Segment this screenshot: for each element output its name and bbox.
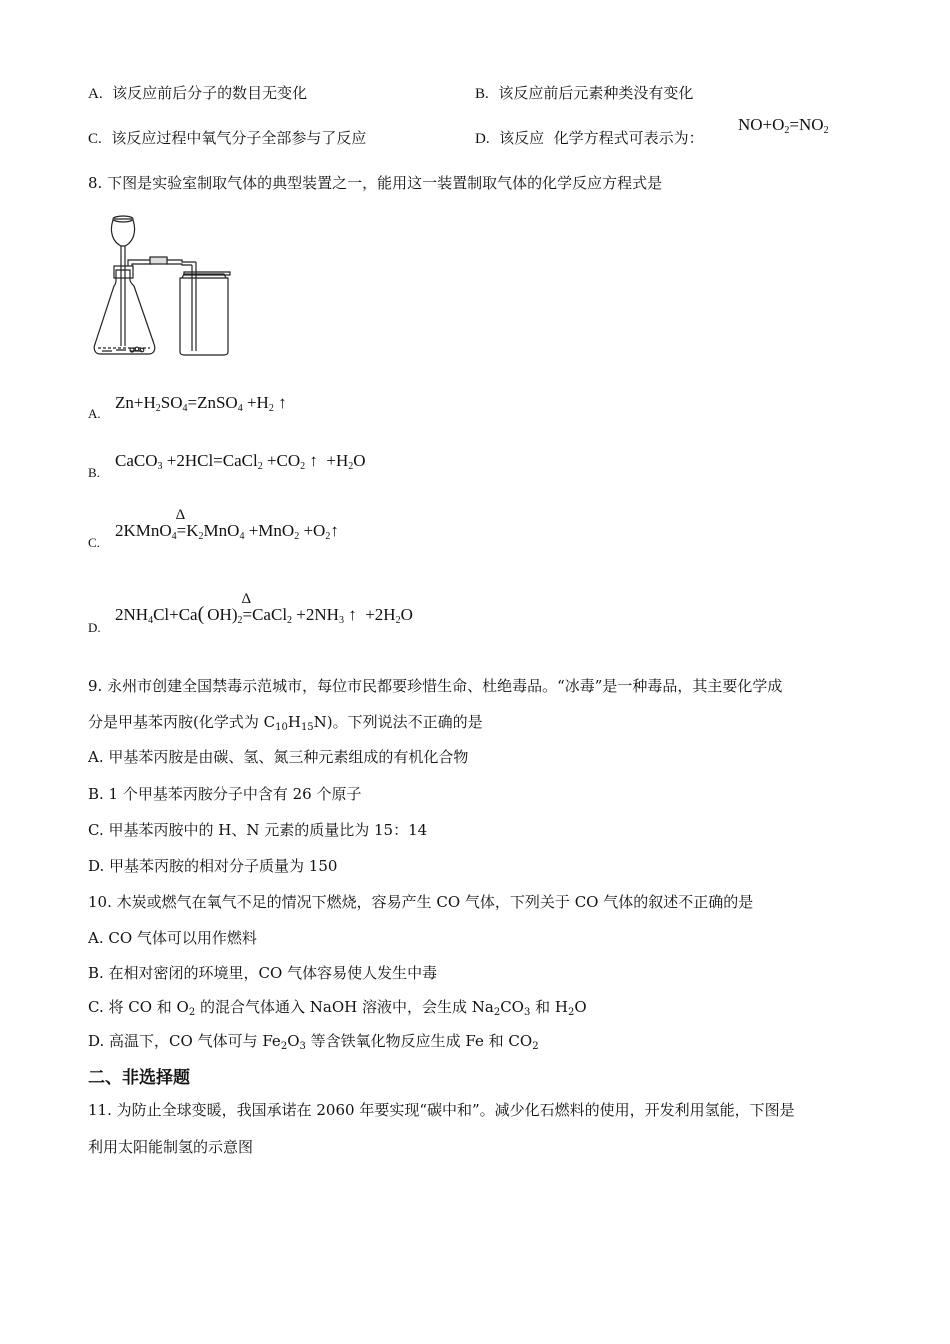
q8-stem: 8. 下图是实验室制取气体的典型装置之一，能用这一装置制取气体的化学反应方程式是	[88, 174, 663, 192]
q7-option-d-label: D.	[475, 131, 490, 147]
q9-option-c: C. 甲基苯丙胺中的 H、N 元素的质量比为 15：14	[88, 821, 428, 839]
q7-option-b-label: B.	[475, 86, 489, 102]
q9-stem-line2: 分是甲基苯丙胺(化学式为 $C_{10}H_{15}N$)。下列说法不正确的是	[88, 713, 483, 733]
q8-option-c-label: C.	[88, 535, 100, 550]
q7-option-d-equation: $NO+O_2=NO_2$	[738, 115, 829, 136]
q8-option-d-equation: $2NH_4Cl+Ca$( $OH)_2=$ Δ CaCl$_2$ $+2NH_3$ ↑ $+2H_2O$	[115, 591, 413, 626]
q8-option-c-equation: 2KMnO$_4$= Δ $K_2MnO_4 +MnO_2$ $+O_2↑$	[115, 507, 339, 542]
heat-equals-sign: = Δ	[175, 507, 187, 540]
q9-option-a: A. 甲基苯丙胺是由碳、氢、氮三种元素组成的有机化合物	[88, 748, 469, 766]
q8-option-b-label: B.	[88, 465, 100, 480]
q7-option-c-text: 该反应过程中氧气分子全部参与了反应	[111, 129, 367, 147]
q7-option-a-label: A.	[88, 86, 103, 102]
q10-stem: 10. 木炭或燃气在氧气不足的情况下燃烧，容易产生 CO 气体，下列关于 CO 气体的叙述不正确的是	[88, 893, 754, 911]
q7-option-c-label: C.	[88, 131, 102, 147]
q8-option-d-label: D.	[88, 620, 101, 635]
q7-option-a-text: 该反应前后分子的数目无变化	[112, 84, 308, 102]
q11-line2: 利用太阳能制氢的示意图	[88, 1138, 254, 1156]
q11-line1: 11. 为防止全球变暖，我国承诺在 2060 年要实现“碳中和”。减少化石燃料的使用，开发利用氢能，下图是	[88, 1101, 795, 1119]
q10-option-a: A. CO 气体可以用作燃料	[88, 929, 257, 947]
gas-apparatus-figure	[92, 208, 234, 360]
q9-stem-line1: 9. 永州市创建全国禁毒示范城市，每位市民都要珍惜生命、杜绝毒品。“冰毒”是一种毒品，其主要化学成	[88, 677, 783, 695]
q7-option-c	[88, 127, 366, 148]
q7-option-d	[475, 127, 704, 148]
q10-option-b: B. 在相对密闭的环境里，CO 气体容易使人发生中毒	[88, 964, 438, 982]
q8-option-a-label: A.	[88, 406, 101, 421]
heat-equals-sign: = Δ	[241, 591, 253, 624]
q10-option-c: C. 将 CO 和 $O_2$ 的混合气体通入 NaOH 溶液中，会生成 $Na_2CO_3$ 和 $H_2O$	[88, 998, 587, 1018]
q8-option-a-equation: $Zn+H_2SO_4=ZnSO_4 +H_2$ ↑	[115, 393, 287, 414]
q7-option-a	[88, 82, 307, 103]
q7-option-b-text: 该反应前后元素种类没有变化	[498, 84, 694, 102]
q9-option-d: D. 甲基苯丙胺的相对分子质量为 150	[88, 857, 338, 875]
q8-option-b-equation: CaCO$_3$ +2HCl=CaCl$_2$ $+CO_2$ ↑ $+H_2O$	[115, 451, 366, 472]
q7-option-b	[475, 82, 693, 103]
q9-option-b: B. 1 个甲基苯丙胺分子中含有 26 个原子	[88, 785, 362, 803]
section-heading: 二、非选择题	[88, 1068, 190, 1088]
q7-option-d-text: 该反应 化学方程式可表示为：	[499, 129, 704, 147]
q10-option-d: D. 高温下，CO 气体可与 $Fe_2O_3$ 等含铁氧化物反应生成 Fe 和 $CO_2$	[88, 1032, 539, 1052]
